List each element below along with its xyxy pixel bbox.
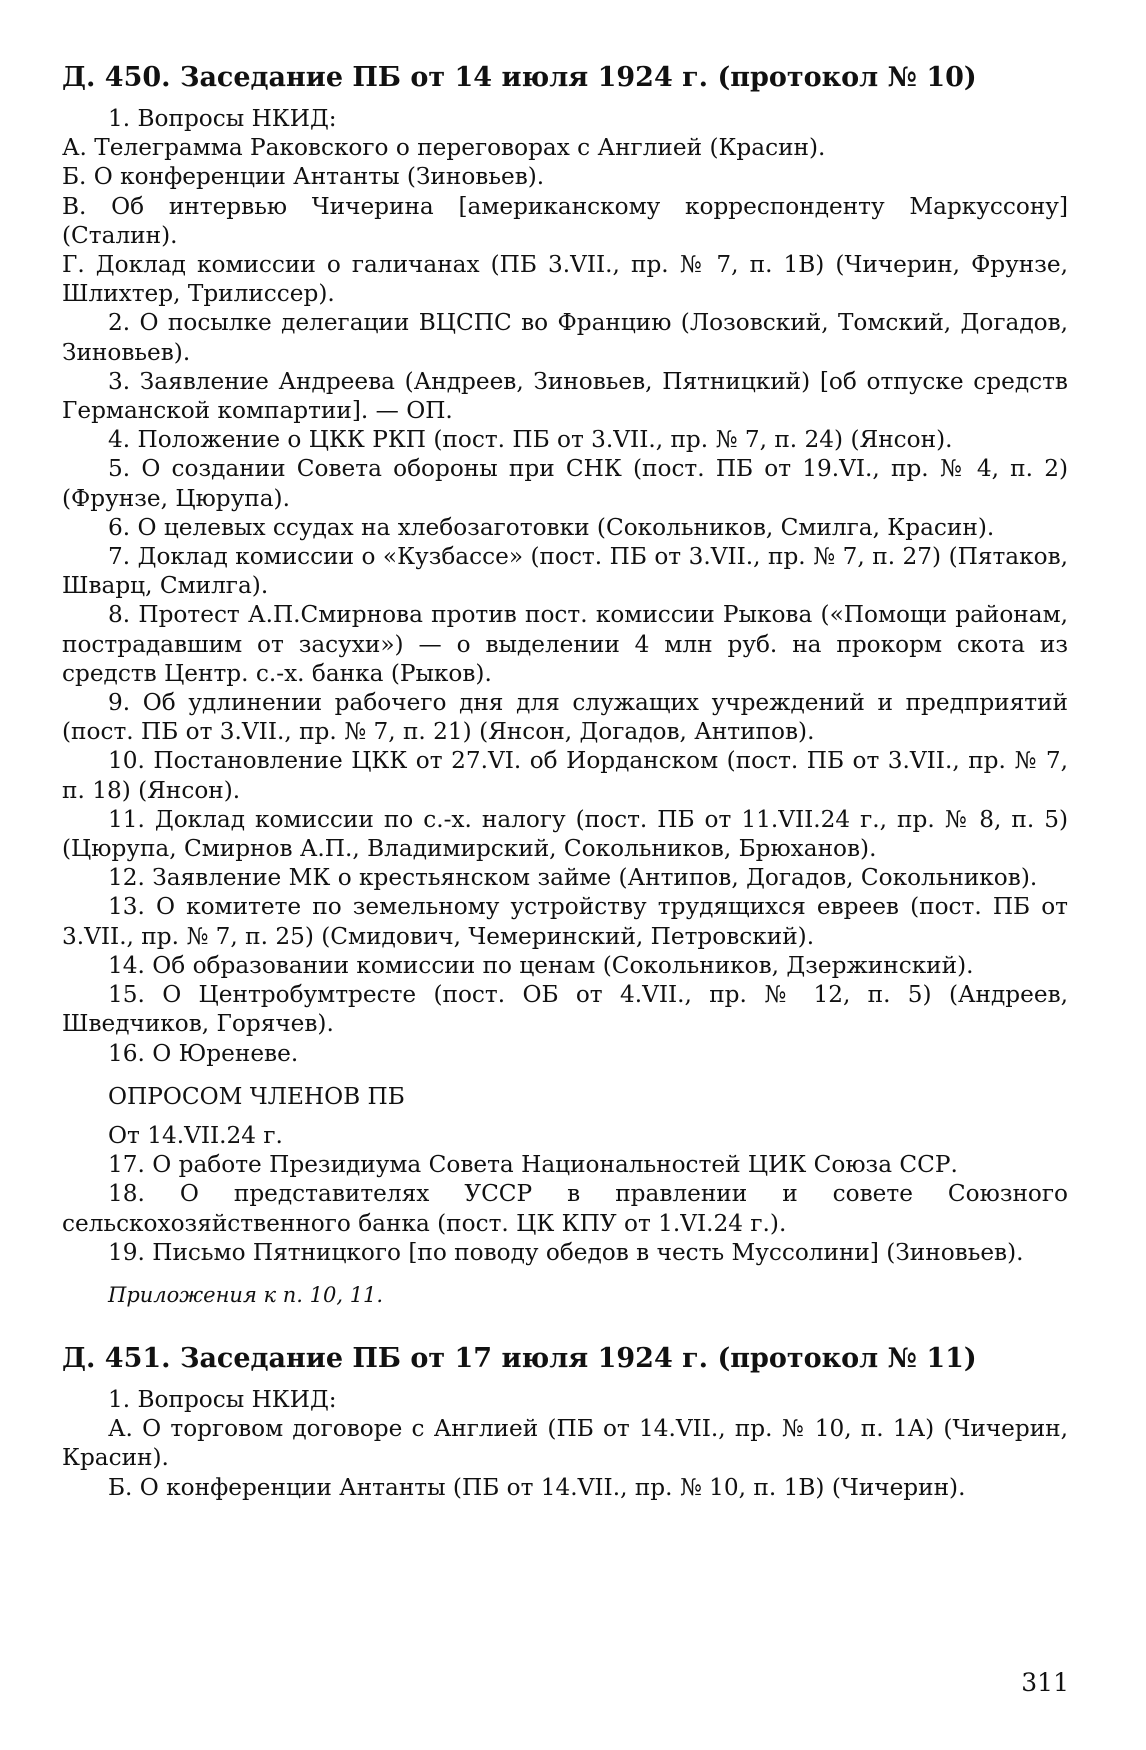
list-item: Б. О конференции Антанты (ПБ от 14.VII., пр. № 10, п. 1В) (Чичерин).	[108, 1473, 966, 1501]
list-item: 6. О целевых ссудах на хлебозаготовки (Сокольников, Смилга, Красин).	[108, 513, 995, 541]
list-item: 12. Заявление МК о крестьянском займе (Антипов, Догадов, Сокольников).	[108, 864, 1038, 892]
list-item: 3. Заявление Андреева (Андреев, Зиновьев, Пятницкий) [об отпуске средств Германской компартии]. — ОП.	[62, 367, 1068, 425]
doc-450-poll-items	[62, 1150, 1068, 1267]
doc-450-title: Д. 450. Заседание ПБ от 14 июля 1924 г. (протокол № 10)	[62, 62, 977, 93]
list-item: 5. О создании Совета обороны при СНК (пост. ПБ от 19.VI., пр. № 4, п. 2) (Фрунзе, Цюрупа).	[62, 455, 1068, 512]
list-item: А. О торговом договоре с Англией (ПБ от 14.VII., пр. № 10, п. 1А) (Чичерин, Красин).	[62, 1415, 1068, 1472]
doc-451-items	[62, 1385, 1068, 1502]
list-item: 18. О представителях УССР в правлении и совете Союзного сельскохозяйственного банка (пост. ЦК КПУ от 1.VI.24 г.).	[62, 1180, 1068, 1237]
page-number: 311	[1021, 1668, 1069, 1697]
list-item: 13. О комитете по земельному устройству трудящихся евреев (пост. ПБ от 3.VII., пр. № 7, п. 25) (Смидович, Чемеринский, Петровский).	[62, 893, 1068, 950]
list-item: Б. О конференции Антанты (Зиновьев).	[62, 163, 545, 191]
list-item: 11. Доклад комиссии по с.-х. налогу (пост. ПБ от 11.VII.24 г., пр. № 8, п. 5) (Цюрупа, Смирнов А.П., Владимирский, Сокольников, Брюханов).	[62, 805, 1068, 863]
list-item: 16. О Юреневе.	[108, 1039, 299, 1067]
list-item: В. Об интервью Чичерина [американскому корреспонденту Маркуссону] (Сталин).	[62, 192, 1068, 249]
list-item: 17. О работе Президиума Совета Национальностей ЦИК Союза ССР.	[108, 1151, 958, 1179]
poll-heading: ОПРОСОМ ЧЛЕНОВ ПБ	[108, 1082, 405, 1110]
list-item: Г. Доклад комиссии о галичанах (ПБ 3.VII., пр. № 7, п. 1В) (Чичерин, Фрунзе, Шлихтер, Трилиссер).	[62, 251, 1068, 308]
list-item: 8. Протест А.П.Смирнова против пост. комиссии Рыкова («Помощи районам, пострадавшим от засухи») — о выделении 4 млн руб. на прокорм скота из средств Центр. с.-х. банка (Рыков).	[62, 601, 1068, 687]
list-item: А. Телеграмма Раковского о переговорах с Англией (Красин).	[62, 134, 826, 162]
list-item: 15. О Центробумтресте (пост. ОБ от 4.VII., пр. № 12, п. 5) (Андреев, Шведчиков, Горячев).	[62, 981, 1068, 1038]
list-item: 9. Об удлинении рабочего дня для служащих учреждений и предприятий (пост. ПБ от 3.VII., пр. № 7, п. 21) (Янсон, Догадов, Антипов).	[62, 689, 1068, 746]
list-item: 19. Письмо Пятницкого [по поводу обедов в честь Муссолини] (Зиновьев).	[108, 1238, 1024, 1266]
attachments-note: Приложения к п. 10, 11.	[108, 1282, 384, 1307]
poll-date: От 14.VII.24 г.	[108, 1121, 283, 1149]
list-item: 1. Вопросы НКИД:	[108, 105, 337, 132]
list-item: 7. Доклад комиссии о «Кузбассе» (пост. ПБ от 3.VII., пр. № 7, п. 27) (Пятаков, Шварц, Смилга).	[62, 543, 1068, 600]
doc-451-title: Д. 451. Заседание ПБ от 17 июля 1924 г. (протокол № 11)	[62, 1342, 977, 1374]
list-item: 14. Об образовании комиссии по ценам (Сокольников, Дзержинский).	[108, 951, 974, 979]
doc-450-items	[62, 104, 1068, 1068]
list-item: 1. Вопросы НКИД:	[108, 1385, 337, 1413]
list-item: 10. Постановление ЦКК от 27.VI. об Иорданском (пост. ПБ от 3.VII., пр. № 7, п. 18) (Янсон).	[62, 747, 1068, 804]
list-item: 4. Положение о ЦКК РКП (пост. ПБ от 3.VII., пр. № 7, п. 24) (Янсон).	[108, 426, 953, 454]
list-item: 2. О посылке делегации ВЦСПС во Францию (Лозовский, Томский, Догадов, Зиновьев).	[62, 309, 1068, 366]
